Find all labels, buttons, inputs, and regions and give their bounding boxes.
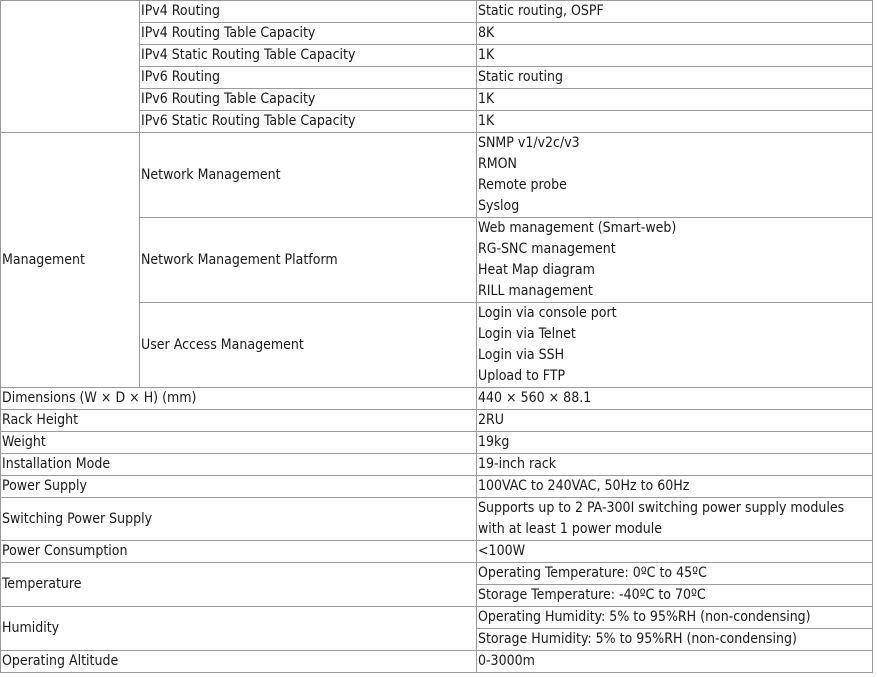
spec-value-line: Login via SSH xyxy=(478,347,565,363)
spec-label: IPv4 Routing Table Capacity xyxy=(140,23,477,45)
spec-label: Switching Power Supply xyxy=(1,498,477,541)
spec-value: 2RU xyxy=(477,410,873,432)
spec-value: 19kg xyxy=(477,432,873,454)
spec-label: IPv6 Routing Table Capacity xyxy=(140,89,477,111)
spec-value-line: SNMP v1/v2c/v3 xyxy=(478,135,580,151)
table-row xyxy=(1,1,873,23)
spec-label: Operating Altitude xyxy=(1,651,477,673)
spec-label: Power Consumption xyxy=(1,541,477,563)
spec-value: 8K xyxy=(477,23,873,45)
table-row xyxy=(1,498,873,541)
spec-label: Rack Height xyxy=(1,410,477,432)
table-row xyxy=(1,432,873,454)
spec-label: Temperature xyxy=(1,563,477,607)
management-category-cell: Management xyxy=(1,133,140,388)
spec-value: Storage Temperature: -40ºC to 70ºC xyxy=(477,585,873,607)
table-row xyxy=(1,133,873,218)
spec-value-line: Web management (Smart-web) xyxy=(478,220,677,236)
spec-value: <100W xyxy=(477,541,873,563)
table-row xyxy=(1,607,873,629)
spec-value: 100VAC to 240VAC, 50Hz to 60Hz xyxy=(477,476,873,498)
spec-value: Static routing xyxy=(477,67,873,89)
spec-value-line: RMON xyxy=(478,156,517,172)
table-row xyxy=(1,454,873,476)
spec-label: Weight xyxy=(1,432,477,454)
spec-label: Power Supply xyxy=(1,476,477,498)
spec-value: 19-inch rack xyxy=(477,454,873,476)
table-row xyxy=(1,541,873,563)
spec-label: Network Management xyxy=(140,133,477,218)
spec-value: Static routing, OSPF xyxy=(477,1,873,23)
spec-value-line: Heat Map diagram xyxy=(478,262,595,278)
spec-value: Operating Temperature: 0ºC to 45ºC xyxy=(477,563,873,585)
table-row xyxy=(1,388,873,410)
spec-value: 440 × 560 × 88.1 xyxy=(477,388,873,410)
spec-value-line: Remote probe xyxy=(478,177,567,193)
spec-label: IPv4 Routing xyxy=(140,1,477,23)
spec-value-line: RILL management xyxy=(478,283,593,299)
spec-value-list xyxy=(477,133,873,218)
spec-value: 1K xyxy=(477,111,873,133)
spec-value: 1K xyxy=(477,45,873,67)
spec-value-line: Login via console port xyxy=(478,305,617,321)
table-row xyxy=(1,476,873,498)
spec-value: 0-3000m xyxy=(477,651,873,673)
spec-label: User Access Management xyxy=(140,303,477,388)
table-row xyxy=(1,410,873,432)
spec-value-line: RG-SNC management xyxy=(478,241,616,257)
spec-value: Supports up to 2 PA-300I switching power supply modules with at least 1 power module xyxy=(477,498,873,541)
spec-value-list xyxy=(477,303,873,388)
spec-value: Operating Humidity: 5% to 95%RH (non-condensing) xyxy=(477,607,873,629)
spec-value: Storage Humidity: 5% to 95%RH (non-condensing) xyxy=(477,629,873,651)
spec-value: 1K xyxy=(477,89,873,111)
spec-value-line: Login via Telnet xyxy=(478,326,576,342)
spec-value-line: Upload to FTP xyxy=(478,368,566,384)
spec-label: IPv4 Static Routing Table Capacity xyxy=(140,45,477,67)
spec-label: IPv6 Static Routing Table Capacity xyxy=(140,111,477,133)
spec-value-line: Syslog xyxy=(478,198,520,214)
spec-label: Network Management Platform xyxy=(140,218,477,303)
spec-label: Dimensions (W × D × H) (mm) xyxy=(1,388,477,410)
routing-category-cell xyxy=(1,1,140,133)
spec-label: Installation Mode xyxy=(1,454,477,476)
table-row xyxy=(1,563,873,585)
spec-label: IPv6 Routing xyxy=(140,67,477,89)
spec-label: Humidity xyxy=(1,607,477,651)
table-row xyxy=(1,651,873,673)
spec-value-list xyxy=(477,218,873,303)
